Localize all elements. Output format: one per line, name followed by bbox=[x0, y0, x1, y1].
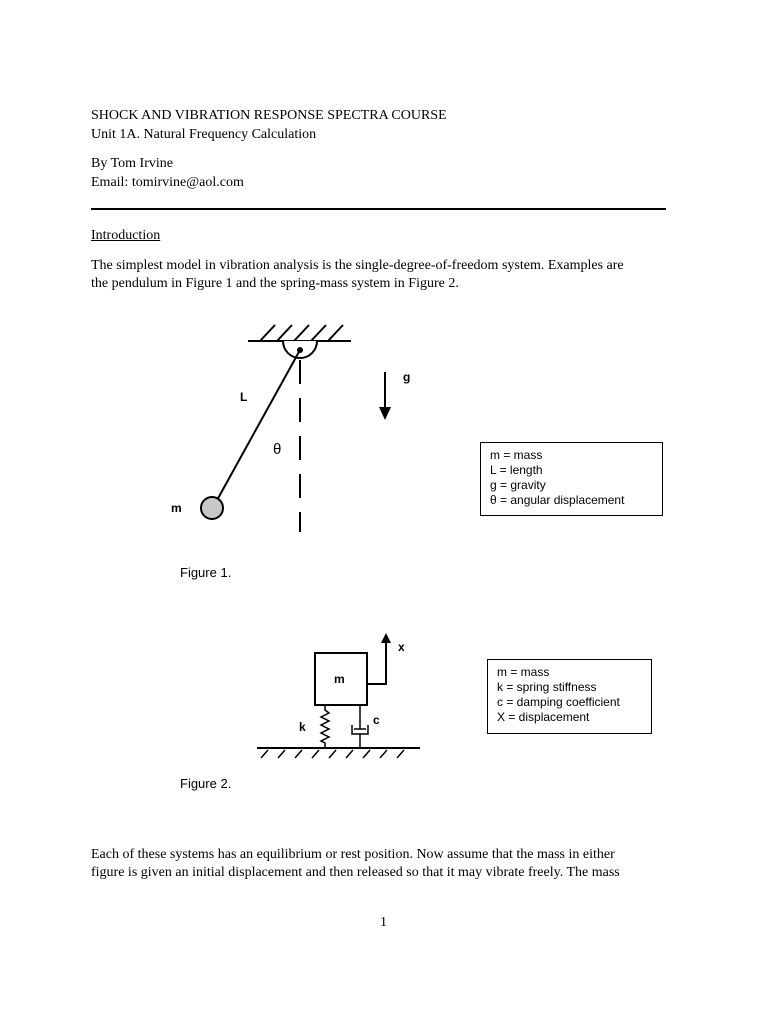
intro-paragraph-line-2: the pendulum in Figure 1 and the spring-mass system in Figure 2. bbox=[91, 276, 459, 291]
legend-item: c = damping coefficient bbox=[497, 695, 620, 709]
mass-label-fig2: m bbox=[334, 672, 345, 686]
spring-mass-diagram bbox=[257, 633, 420, 758]
mass-label-fig1: m bbox=[171, 501, 182, 515]
ground-hatching bbox=[261, 750, 404, 758]
page-number: 1 bbox=[380, 915, 387, 930]
legend-item: L = length bbox=[490, 463, 543, 477]
ceiling-hatching bbox=[260, 325, 343, 341]
damper bbox=[352, 705, 368, 748]
gravity-arrow-head bbox=[379, 407, 391, 420]
legend-item: X = displacement bbox=[497, 710, 590, 724]
length-label: L bbox=[240, 390, 248, 404]
figure1-legend bbox=[480, 442, 663, 516]
legend-item: θ = angular displacement bbox=[490, 493, 625, 507]
intro-paragraph-line-1: The simplest model in vibration analysis is the single-degree-of-freedom system. Examples are bbox=[91, 258, 624, 273]
spring-label: k bbox=[299, 720, 306, 734]
figure2-caption: Figure 2. bbox=[180, 776, 232, 791]
introduction-heading: Introduction bbox=[91, 228, 161, 243]
figure1-caption: Figure 1. bbox=[180, 565, 232, 580]
body-paragraph-line-1: Each of these systems has an equilibrium or rest position. Now assume that the mass in either bbox=[91, 847, 615, 862]
unit-subtitle: Unit 1A. Natural Frequency Calculation bbox=[91, 127, 317, 142]
author-line: By Tom Irvine bbox=[91, 156, 173, 171]
pendulum-rod bbox=[216, 350, 300, 502]
email-line: Email: tomirvine@aol.com bbox=[91, 175, 244, 190]
gravity-label: g bbox=[403, 370, 411, 384]
figure2-legend bbox=[487, 659, 652, 734]
legend-item: m = mass bbox=[490, 448, 543, 462]
pendulum-bob bbox=[201, 497, 223, 519]
legend-item: g = gravity bbox=[490, 478, 546, 492]
displacement-label: x bbox=[398, 640, 405, 654]
theta-label: θ bbox=[273, 441, 282, 458]
displacement-arrow-shaft bbox=[367, 640, 386, 684]
legend-item: m = mass bbox=[497, 665, 550, 679]
pendulum-diagram bbox=[171, 325, 410, 532]
displacement-arrow-head bbox=[381, 633, 391, 643]
spring bbox=[321, 705, 329, 748]
document-title: SHOCK AND VIBRATION RESPONSE SPECTRA COURSE bbox=[91, 108, 447, 123]
damper-label: c bbox=[373, 713, 380, 727]
body-paragraph-line-2: figure is given an initial displacement and then released so that it may vibrate freely. The mass bbox=[91, 865, 620, 880]
legend-item: k = spring stiffness bbox=[497, 680, 597, 694]
